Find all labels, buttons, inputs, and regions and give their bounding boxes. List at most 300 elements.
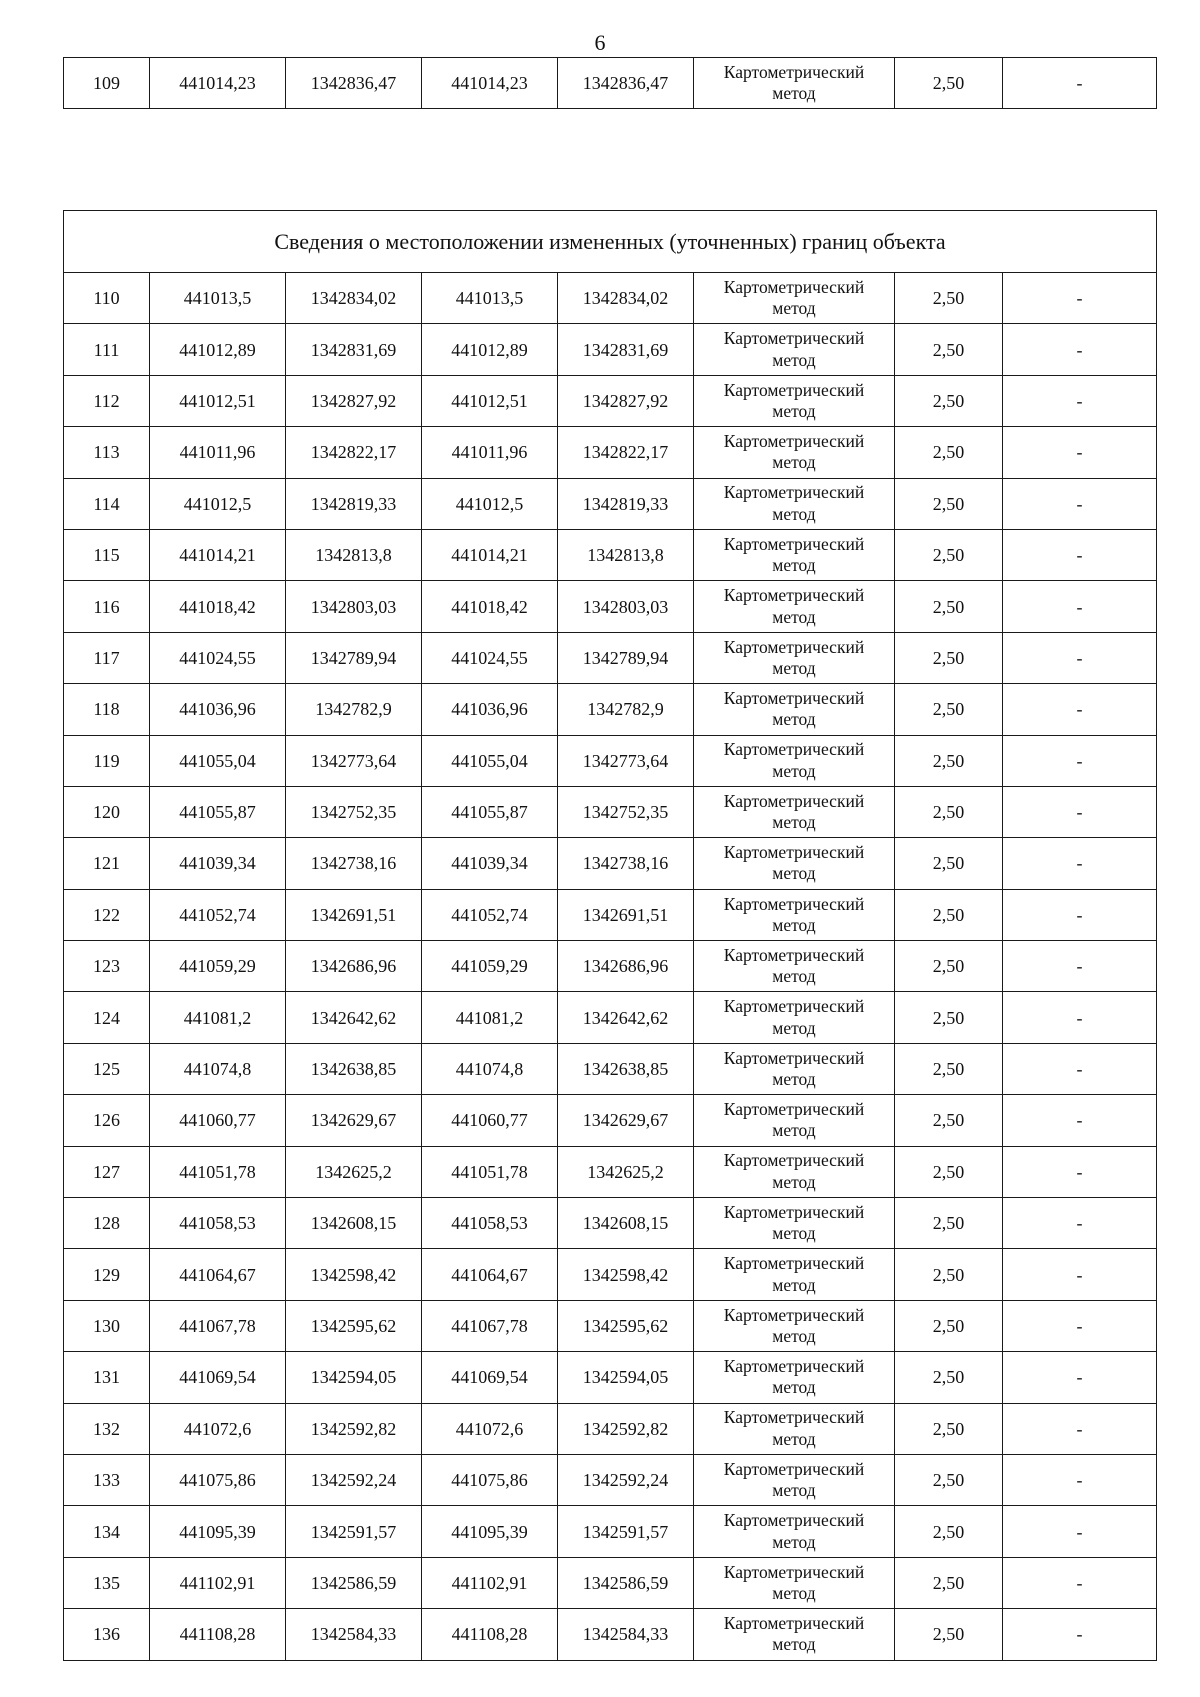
existing-y-coordinate: 1342598,42 [286,1249,422,1300]
method-line-2: метод [772,555,816,576]
table-row [64,735,1157,786]
refined-x-coordinate: 441072,6 [422,1403,558,1454]
table-row [64,1300,1157,1351]
refined-x-coordinate: 441055,04 [422,735,558,786]
refined-y-coordinate: 1342789,94 [558,632,694,683]
note-value: - [1003,529,1157,580]
existing-x-coordinate: 441012,89 [150,324,286,375]
note-value: - [1003,1557,1157,1608]
refined-y-coordinate: 1342598,42 [558,1249,694,1300]
method-line-1: Картометрический [723,1458,865,1479]
determination-method [694,1043,895,1094]
determination-method [694,1300,895,1351]
existing-y-coordinate: 1342591,57 [286,1506,422,1557]
table-row [64,1198,1157,1249]
accuracy-value: 2,50 [895,941,1003,992]
method-line-2: метод [772,1120,816,1141]
refined-x-coordinate: 441024,55 [422,632,558,683]
determination-method [694,632,895,683]
existing-x-coordinate: 441102,91 [150,1557,286,1608]
method-line-1: Картометрический [723,61,865,82]
determination-method [694,684,895,735]
method-line-1: Картометрический [723,1253,865,1274]
accuracy-value: 2,50 [895,529,1003,580]
note-value: - [1003,1300,1157,1351]
existing-y-coordinate: 1342773,64 [286,735,422,786]
accuracy-value: 2,50 [895,684,1003,735]
table-row [64,375,1157,426]
existing-x-coordinate: 441018,42 [150,581,286,632]
method-line-1: Картометрический [723,739,865,760]
determination-method [694,1198,895,1249]
refined-x-coordinate: 441064,67 [422,1249,558,1300]
table-section-heading: Сведения о местоположении измененных (уточненных) границ объекта [64,211,1157,273]
refined-y-coordinate: 1342592,82 [558,1403,694,1454]
note-value: - [1003,1249,1157,1300]
method-line-1: Картометрический [723,1201,865,1222]
note-value: - [1003,1352,1157,1403]
refined-x-coordinate: 441036,96 [422,684,558,735]
refined-x-coordinate: 441051,78 [422,1146,558,1197]
table-row [64,786,1157,837]
refined-x-coordinate: 441059,29 [422,941,558,992]
accuracy-value: 2,50 [895,375,1003,426]
point-number: 135 [64,1557,150,1608]
method-line-2: метод [772,812,816,833]
point-number: 113 [64,427,150,478]
point-number: 134 [64,1506,150,1557]
method-line-1: Картометрический [723,1304,865,1325]
existing-x-coordinate: 441059,29 [150,941,286,992]
refined-y-coordinate: 1342834,02 [558,273,694,324]
method-line-2: метод [772,966,816,987]
accuracy-value: 2,50 [895,1557,1003,1608]
accuracy-value: 2,50 [895,1300,1003,1351]
method-line-2: метод [772,1377,816,1398]
existing-x-coordinate: 441052,74 [150,889,286,940]
refined-y-coordinate: 1342625,2 [558,1146,694,1197]
refined-x-coordinate: 441011,96 [422,427,558,478]
accuracy-value: 2,50 [895,1043,1003,1094]
existing-x-coordinate: 441069,54 [150,1352,286,1403]
table-row [64,1146,1157,1197]
determination-method [694,1146,895,1197]
point-number: 116 [64,581,150,632]
method-line-2: метод [772,1634,816,1655]
note-value: - [1003,838,1157,889]
method-line-1: Картометрический [723,790,865,811]
existing-y-coordinate: 1342803,03 [286,581,422,632]
method-line-2: метод [772,503,816,524]
note-value: - [1003,1146,1157,1197]
determination-method [694,941,895,992]
note-value: - [1003,1454,1157,1505]
note-value: - [1003,786,1157,837]
point-number: 126 [64,1095,150,1146]
existing-x-coordinate: 441095,39 [150,1506,286,1557]
accuracy-value: 2,50 [895,324,1003,375]
point-number: 115 [64,529,150,580]
note-value: - [1003,1043,1157,1094]
determination-method [694,1609,895,1660]
method-line-2: метод [772,1582,816,1603]
refined-x-coordinate: 441058,53 [422,1198,558,1249]
determination-method [694,1352,895,1403]
determination-method [694,581,895,632]
table-row [64,941,1157,992]
method-line-2: метод [772,606,816,627]
refined-y-coordinate: 1342822,17 [558,427,694,478]
refined-x-coordinate: 441013,5 [422,273,558,324]
existing-y-coordinate: 1342691,51 [286,889,422,940]
method-line-1: Картометрический [723,276,865,297]
accuracy-value: 2,50 [895,273,1003,324]
method-line-1: Картометрический [723,1407,865,1428]
refined-y-coordinate: 1342686,96 [558,941,694,992]
method-line-1: Картометрический [723,431,865,452]
accuracy-value: 2,50 [895,427,1003,478]
coordinates-table-continued [63,57,1157,109]
refined-y-coordinate: 1342595,62 [558,1300,694,1351]
point-number: 130 [64,1300,150,1351]
refined-y-coordinate: 1342803,03 [558,581,694,632]
accuracy-value: 2,50 [895,58,1003,109]
point-number: 129 [64,1249,150,1300]
refined-y-coordinate: 1342586,59 [558,1557,694,1608]
refined-x-coordinate: 441075,86 [422,1454,558,1505]
refined-y-coordinate: 1342591,57 [558,1506,694,1557]
table-row [64,273,1157,324]
refined-y-coordinate: 1342638,85 [558,1043,694,1094]
existing-x-coordinate: 441012,51 [150,375,286,426]
table-row [64,1249,1157,1300]
existing-y-coordinate: 1342834,02 [286,273,422,324]
point-number: 123 [64,941,150,992]
refined-y-coordinate: 1342813,8 [558,529,694,580]
determination-method [694,1557,895,1608]
note-value: - [1003,273,1157,324]
point-number: 131 [64,1352,150,1403]
point-number: 121 [64,838,150,889]
table-row [64,1403,1157,1454]
note-value: - [1003,375,1157,426]
existing-y-coordinate: 1342819,33 [286,478,422,529]
method-line-1: Картометрический [723,1510,865,1531]
existing-x-coordinate: 441075,86 [150,1454,286,1505]
accuracy-value: 2,50 [895,632,1003,683]
refined-y-coordinate: 1342608,15 [558,1198,694,1249]
existing-y-coordinate: 1342836,47 [286,58,422,109]
table-row [64,838,1157,889]
method-line-2: метод [772,83,816,104]
refined-x-coordinate: 441060,77 [422,1095,558,1146]
accuracy-value: 2,50 [895,1609,1003,1660]
existing-x-coordinate: 441081,2 [150,992,286,1043]
existing-x-coordinate: 441064,67 [150,1249,286,1300]
refined-x-coordinate: 441067,78 [422,1300,558,1351]
accuracy-value: 2,50 [895,1095,1003,1146]
refined-x-coordinate: 441095,39 [422,1506,558,1557]
table-row [64,632,1157,683]
refined-y-coordinate: 1342642,62 [558,992,694,1043]
determination-method [694,324,895,375]
refined-x-coordinate: 441014,21 [422,529,558,580]
existing-x-coordinate: 441039,34 [150,838,286,889]
determination-method [694,375,895,426]
refined-y-coordinate: 1342836,47 [558,58,694,109]
note-value: - [1003,1609,1157,1660]
method-line-1: Картометрический [723,1561,865,1582]
note-value: - [1003,1198,1157,1249]
method-line-1: Картометрический [723,944,865,965]
top-table-body [64,58,1157,109]
method-line-1: Картометрический [723,996,865,1017]
accuracy-value: 2,50 [895,581,1003,632]
refined-x-coordinate: 441018,42 [422,581,558,632]
accuracy-value: 2,50 [895,1454,1003,1505]
method-line-2: метод [772,1069,816,1090]
existing-x-coordinate: 441012,5 [150,478,286,529]
method-line-2: метод [772,1480,816,1501]
existing-x-coordinate: 441011,96 [150,427,286,478]
note-value: - [1003,684,1157,735]
method-line-1: Картометрический [723,585,865,606]
accuracy-value: 2,50 [895,1506,1003,1557]
point-number: 117 [64,632,150,683]
accuracy-value: 2,50 [895,838,1003,889]
method-line-2: метод [772,349,816,370]
refined-x-coordinate: 441012,5 [422,478,558,529]
existing-y-coordinate: 1342629,67 [286,1095,422,1146]
method-line-2: метод [772,1223,816,1244]
refined-y-coordinate: 1342629,67 [558,1095,694,1146]
method-line-1: Картометрический [723,1356,865,1377]
method-line-1: Картометрический [723,1613,865,1633]
existing-y-coordinate: 1342686,96 [286,941,422,992]
method-line-2: метод [772,1531,816,1552]
existing-y-coordinate: 1342638,85 [286,1043,422,1094]
method-line-2: метод [772,1428,816,1449]
refined-y-coordinate: 1342773,64 [558,735,694,786]
existing-y-coordinate: 1342738,16 [286,838,422,889]
method-line-2: метод [772,1171,816,1192]
refined-x-coordinate: 441039,34 [422,838,558,889]
table-row [64,1352,1157,1403]
table-row [64,992,1157,1043]
refined-y-coordinate: 1342752,35 [558,786,694,837]
note-value: - [1003,478,1157,529]
existing-x-coordinate: 441058,53 [150,1198,286,1249]
existing-x-coordinate: 441036,96 [150,684,286,735]
existing-x-coordinate: 441108,28 [150,1609,286,1660]
accuracy-value: 2,50 [895,735,1003,786]
refined-x-coordinate: 441012,89 [422,324,558,375]
refined-x-coordinate: 441012,51 [422,375,558,426]
point-number: 111 [64,324,150,375]
main-table-body [64,211,1157,1661]
note-value: - [1003,889,1157,940]
existing-y-coordinate: 1342592,24 [286,1454,422,1505]
determination-method [694,58,895,109]
table-row [64,1609,1157,1660]
method-line-1: Картометрический [723,842,865,863]
point-number: 133 [64,1454,150,1505]
table-row [64,58,1157,109]
method-line-2: метод [772,400,816,421]
method-line-2: метод [772,760,816,781]
existing-x-coordinate: 441055,87 [150,786,286,837]
table-row [64,529,1157,580]
existing-y-coordinate: 1342584,33 [286,1609,422,1660]
refined-x-coordinate: 441014,23 [422,58,558,109]
existing-y-coordinate: 1342642,62 [286,992,422,1043]
refined-x-coordinate: 441055,87 [422,786,558,837]
existing-x-coordinate: 441074,8 [150,1043,286,1094]
determination-method [694,992,895,1043]
method-line-2: метод [772,709,816,730]
method-line-1: Картометрический [723,687,865,708]
accuracy-value: 2,50 [895,889,1003,940]
existing-y-coordinate: 1342752,35 [286,786,422,837]
existing-y-coordinate: 1342789,94 [286,632,422,683]
table-row [64,1557,1157,1608]
existing-y-coordinate: 1342827,92 [286,375,422,426]
method-line-1: Картометрический [723,1150,865,1171]
point-number: 112 [64,375,150,426]
table-row [64,1454,1157,1505]
determination-method [694,529,895,580]
method-line-2: метод [772,1274,816,1295]
existing-x-coordinate: 441014,21 [150,529,286,580]
method-line-1: Картометрический [723,1099,865,1120]
refined-x-coordinate: 441074,8 [422,1043,558,1094]
refined-y-coordinate: 1342592,24 [558,1454,694,1505]
table-section-heading-row [64,211,1157,273]
point-number: 118 [64,684,150,735]
point-number: 136 [64,1609,150,1660]
refined-x-coordinate: 441108,28 [422,1609,558,1660]
existing-y-coordinate: 1342608,15 [286,1198,422,1249]
existing-y-coordinate: 1342822,17 [286,427,422,478]
refined-y-coordinate: 1342584,33 [558,1609,694,1660]
point-number: 119 [64,735,150,786]
accuracy-value: 2,50 [895,1352,1003,1403]
determination-method [694,427,895,478]
table-row [64,478,1157,529]
point-number: 127 [64,1146,150,1197]
existing-x-coordinate: 441055,04 [150,735,286,786]
point-number: 120 [64,786,150,837]
method-line-2: метод [772,863,816,884]
determination-method [694,1454,895,1505]
accuracy-value: 2,50 [895,478,1003,529]
point-number: 114 [64,478,150,529]
point-number: 132 [64,1403,150,1454]
determination-method [694,1403,895,1454]
refined-x-coordinate: 441069,54 [422,1352,558,1403]
method-line-1: Картометрический [723,533,865,554]
existing-x-coordinate: 441013,5 [150,273,286,324]
existing-y-coordinate: 1342592,82 [286,1403,422,1454]
determination-method [694,273,895,324]
existing-x-coordinate: 441024,55 [150,632,286,683]
determination-method [694,735,895,786]
determination-method [694,1249,895,1300]
accuracy-value: 2,50 [895,1249,1003,1300]
note-value: - [1003,324,1157,375]
existing-x-coordinate: 441014,23 [150,58,286,109]
existing-y-coordinate: 1342586,59 [286,1557,422,1608]
table-row [64,1506,1157,1557]
note-value: - [1003,941,1157,992]
existing-x-coordinate: 441051,78 [150,1146,286,1197]
existing-y-coordinate: 1342594,05 [286,1352,422,1403]
determination-method [694,1095,895,1146]
point-number: 125 [64,1043,150,1094]
method-line-1: Картометрический [723,636,865,657]
method-line-1: Картометрический [723,328,865,349]
method-line-2: метод [772,452,816,473]
existing-y-coordinate: 1342625,2 [286,1146,422,1197]
point-number: 110 [64,273,150,324]
method-line-2: метод [772,298,816,319]
existing-x-coordinate: 441060,77 [150,1095,286,1146]
table-row [64,427,1157,478]
refined-x-coordinate: 441102,91 [422,1557,558,1608]
existing-y-coordinate: 1342782,9 [286,684,422,735]
existing-x-coordinate: 441072,6 [150,1403,286,1454]
determination-method [694,889,895,940]
method-line-2: метод [772,914,816,935]
refined-y-coordinate: 1342594,05 [558,1352,694,1403]
refined-x-coordinate: 441081,2 [422,992,558,1043]
method-line-1: Картометрический [723,1047,865,1068]
note-value: - [1003,735,1157,786]
accuracy-value: 2,50 [895,1146,1003,1197]
determination-method [694,786,895,837]
page-number: 6 [594,30,606,55]
table-row [64,581,1157,632]
note-value: - [1003,427,1157,478]
note-value: - [1003,1403,1157,1454]
table-row [64,889,1157,940]
note-value: - [1003,1506,1157,1557]
method-line-2: метод [772,1017,816,1038]
note-value: - [1003,632,1157,683]
changed-boundaries-table [63,210,1157,1661]
existing-y-coordinate: 1342831,69 [286,324,422,375]
determination-method [694,838,895,889]
refined-y-coordinate: 1342827,92 [558,375,694,426]
method-line-1: Картометрический [723,379,865,400]
refined-y-coordinate: 1342782,9 [558,684,694,735]
note-value: - [1003,581,1157,632]
note-value: - [1003,58,1157,109]
accuracy-value: 2,50 [895,1198,1003,1249]
table-row [64,1095,1157,1146]
point-number: 109 [64,58,150,109]
accuracy-value: 2,50 [895,1403,1003,1454]
method-line-1: Картометрический [723,893,865,914]
table-row [64,684,1157,735]
method-line-1: Картометрический [723,482,865,503]
determination-method [694,1506,895,1557]
accuracy-value: 2,50 [895,786,1003,837]
refined-y-coordinate: 1342819,33 [558,478,694,529]
accuracy-value: 2,50 [895,992,1003,1043]
refined-y-coordinate: 1342691,51 [558,889,694,940]
point-number: 124 [64,992,150,1043]
